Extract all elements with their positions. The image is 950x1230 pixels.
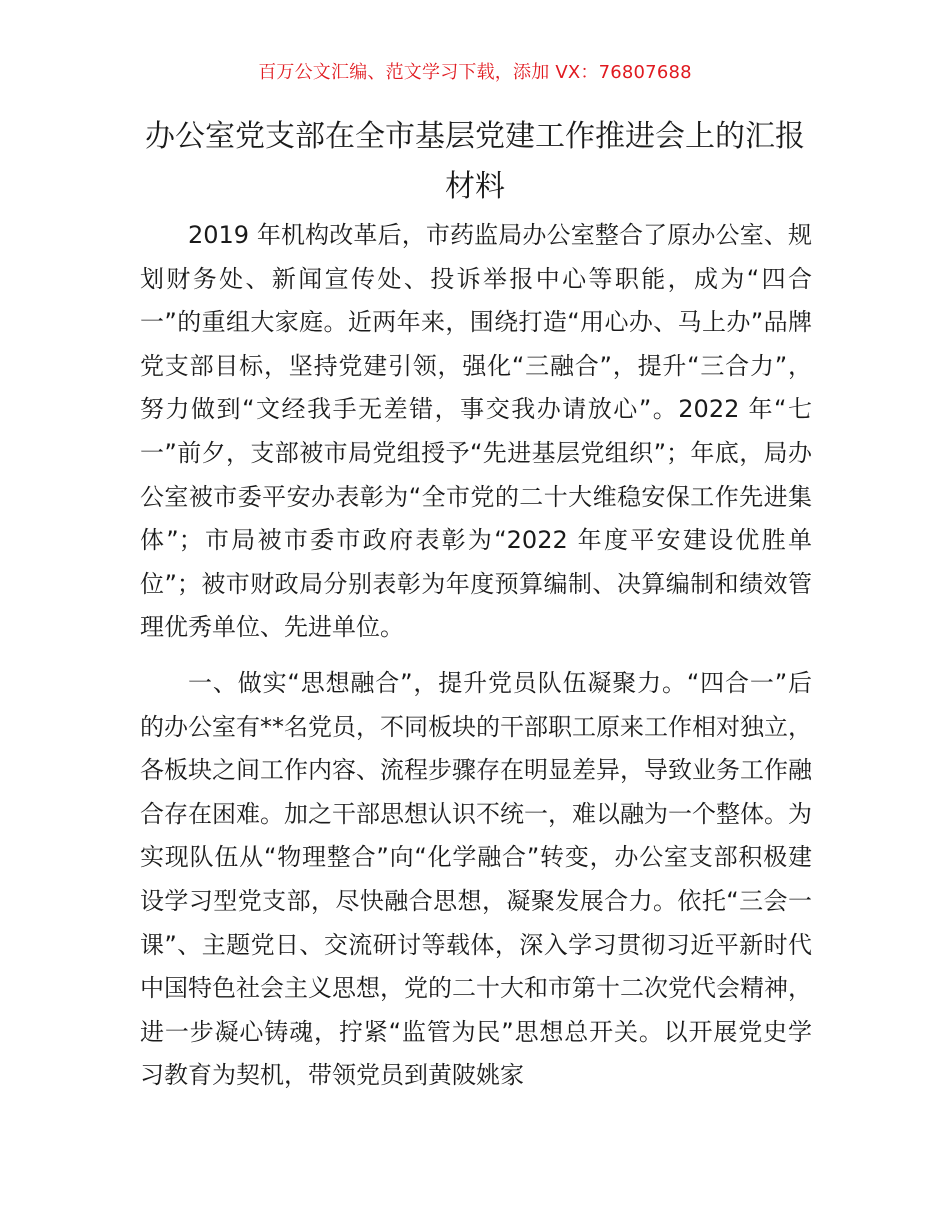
paragraph-section-one: 一、做实“思想融合”，提升党员队伍凝聚力。“四合一”后的办公室有**名党员，不同板块的干部职工原来工作相对独立，各板块之间工作内容、流程步骤存在明显差异，导致业务工作融合存在困难。加之干部思想认识不统一，难以融为一个整体。为实现队伍从“物理整合”向“化学融合”转变，办公室支部积极建设学习型党支部，尽快融合思想，凝聚发展合力。依托“三会一课”、主题党日、交流研讨等载体，深入学习贯彻习近平新时代中国特色社会主义思想，党的二十大和市第十二次党代会精神，进一步凝心铸魂，拧紧“监管为民”思想总开关。以开展党史学习教育为契机，带领党员到黄陂姚家 xyxy=(140,668,812,1090)
paragraph-intro: 2019 年机构改革后，市药监局办公室整合了原办公室、规划财务处、新闻宣传处、投诉举报中心等职能，成为“四合一”的重组大家庭。近两年来，围绕打造“用心办、马上办”品牌党支部目标，坚持党建引领，强化“三融合”，提升“三合力”，努力做到“文经我手无差错，事交我办请放心”。2022 年“七一”前夕，支部被市局党组授予“先进基层党组织”；年底，局办公室被市委平安办表彰为“全市党的二十大维稳安保工作先进集体”；市局被市委市政府表彰为“2022 年度平安建设优胜单位”；被市财政局分别表彰为年度预算编制、决算编制和绩效管理优秀单位、先进单位。 xyxy=(140,221,812,642)
document-title: 办公室党支部在全市基层党建工作推进会上的汇报材料 xyxy=(145,119,805,204)
document-body xyxy=(140,214,812,1098)
header-note: 百万公文汇编、范文学习下载，添加 VX：76807688 xyxy=(258,62,692,83)
